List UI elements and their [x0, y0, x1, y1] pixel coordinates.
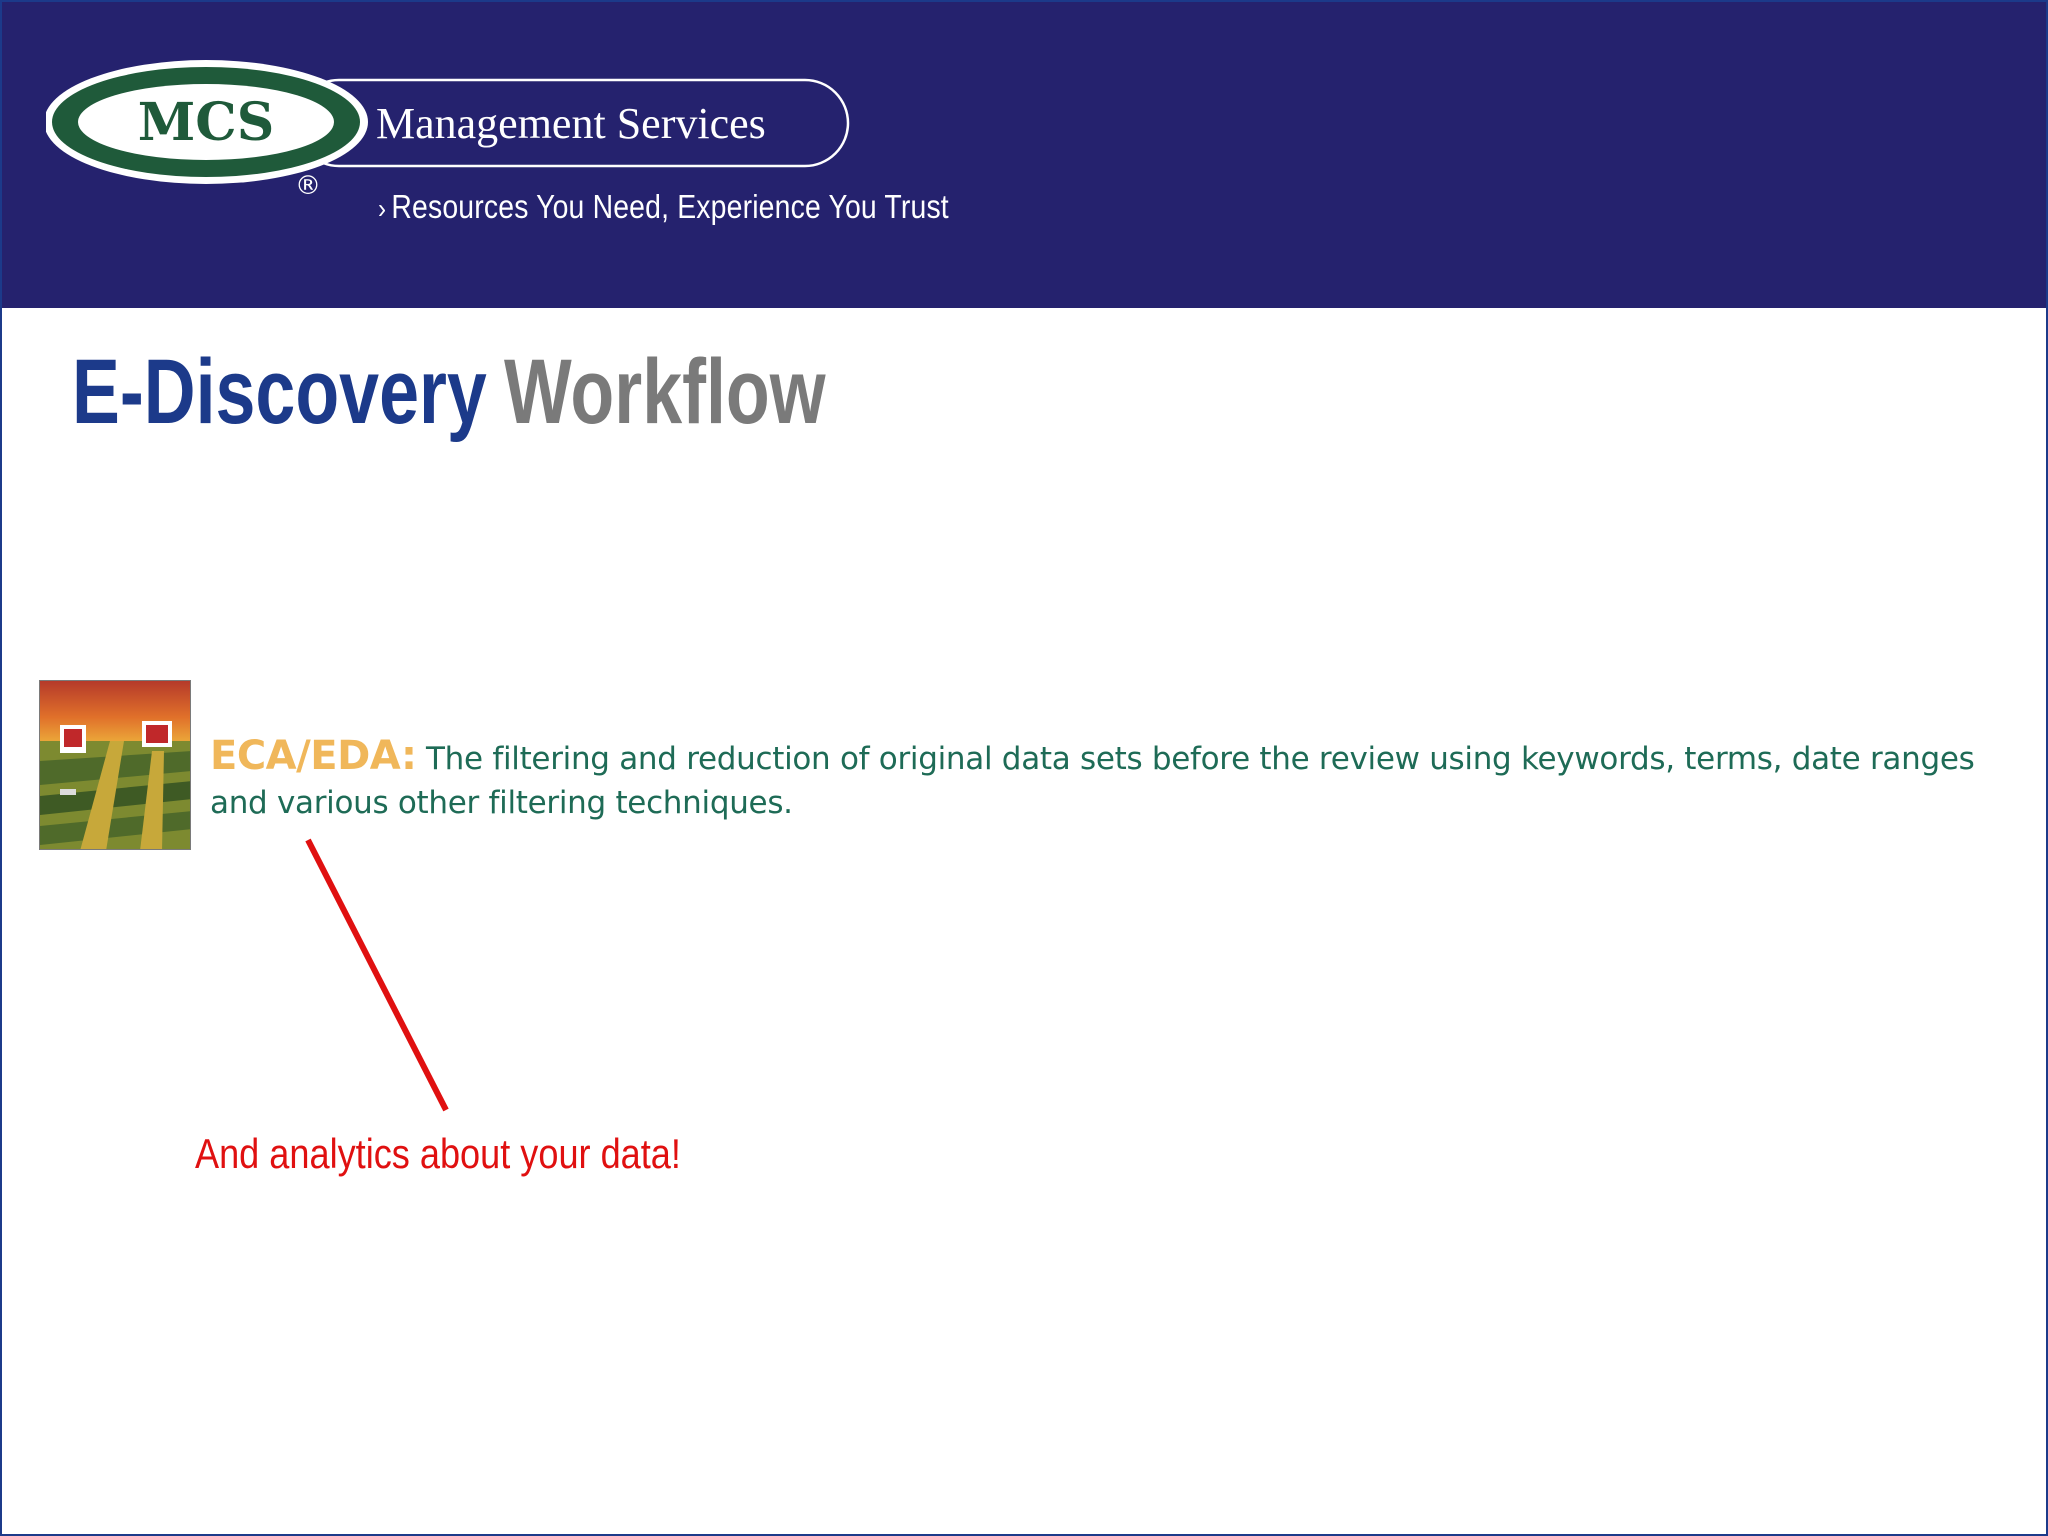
header-band — [2, 2, 2046, 308]
registered-mark-icon: ® — [295, 171, 321, 201]
annotation-text: And analytics about your data! — [195, 1130, 681, 1177]
chevron-right-icon: › — [378, 193, 387, 224]
page-title — [72, 341, 826, 443]
tagline-text: Resources You Need, Experience You Trust — [391, 188, 949, 225]
title-part-1: E-Discovery — [72, 341, 487, 443]
eca-description-text: The filtering and reduction of original data sets before the review using keywords, terms, date ranges and various other filtering techniques. — [210, 741, 1975, 821]
tagline — [378, 188, 949, 226]
eca-label: ECA/EDA: — [210, 733, 417, 779]
divider-bottom — [2, 860, 2046, 863]
title-part-2: Workflow — [503, 341, 826, 443]
eca-description — [210, 734, 2010, 825]
divider-top — [2, 660, 2046, 663]
company-name: Management Services — [376, 99, 766, 148]
logo-mark-text: MCS — [137, 92, 275, 153]
maze-thumbnail-image — [39, 680, 191, 850]
